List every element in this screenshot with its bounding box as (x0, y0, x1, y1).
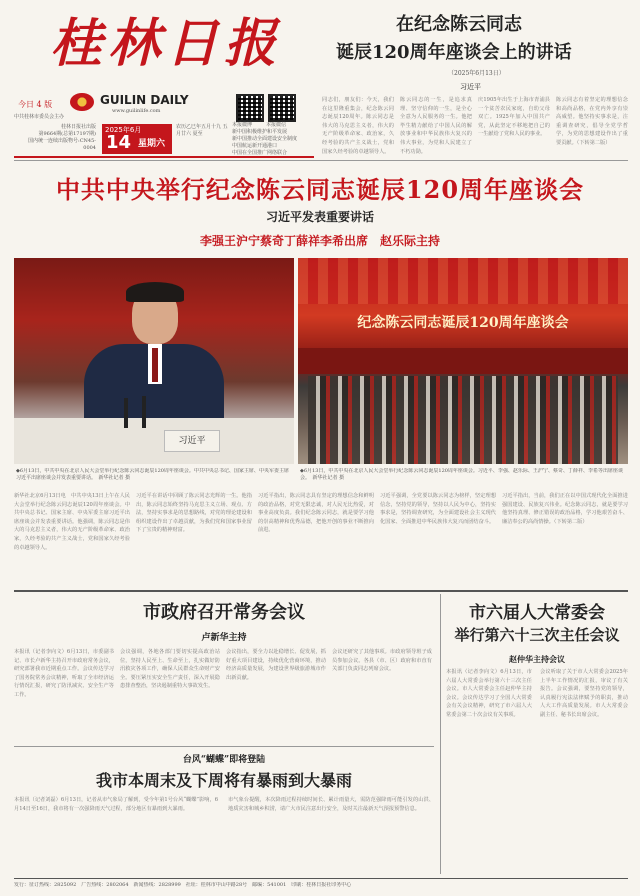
footer-rule (14, 878, 628, 879)
main-body-col-2: 习近平在讲话中回顾了陈云同志光辉的一生。他指出，陈云同志始终坚持马克思主义立场、观点、方法，坚持实事求是的思想路线，对党的理论建设和组织建设作出了卓越贡献，为我们党和国家事业留下了宝贵的精神财富。 (136, 493, 252, 534)
qr-label-2: 本报微信 (266, 122, 287, 128)
date-weekday: 星期六 (138, 139, 166, 149)
section-divider-middle (14, 590, 628, 592)
date-day: 14 (106, 132, 132, 153)
logo-text: GUILIN DAILY (100, 93, 189, 107)
top-article-title-2: 诞辰120周年座谈会上的讲话 (336, 42, 572, 63)
top-article-col-4: 陈云同志有着坚定的理想信念和高尚品格，在党内外享有崇高威望。他坚持实事求是，注重调查研究，倡导全党学哲学，为党的思想建设作出了重要贡献。（下转第二版） (556, 97, 628, 146)
lunar-date: 农历乙巳年五月十九 五月廿六 夏至 (176, 124, 228, 137)
index-list: 新中国积极维护和平发展 新中国推动全面建设安全制度 中国航运新开通港口 中国在全国推广网络联合 (232, 129, 298, 156)
qr-code-2[interactable] (268, 94, 296, 122)
newspaper-logo-mark (70, 93, 94, 111)
story4-kicker: 台风“蝴蝶”即将登陆 (182, 755, 266, 765)
top-article-col-3: 庆1905年出生于上海市青浦县一个贫苦农民家庭，自幼父母双亡。1925年加入中国共产党，从此坚定不移地把自己的一生献给了党和人民的事业。 (478, 97, 550, 138)
speaker-nameplate: 习近平 (164, 430, 220, 452)
masthead-rule (14, 156, 314, 158)
top-article-date: （2025年6月13日） (448, 70, 505, 77)
story4-divider (14, 746, 434, 747)
website[interactable]: www.guilinlife.com (112, 108, 161, 114)
top-article-author: 习近平 (460, 83, 481, 91)
top-article-col-1: 同志们，朋友们：今天，我们在这里隆重集会，纪念陈云同志诞辰120周年。陈云同志是伟大的马克思主义者，伟大的无产阶级革命家、政治家，久经考验的共产主义战士，党和国家久经考验的卓越领导人。 (322, 97, 394, 154)
main-body-col-1: 新华社北京6月13日电 中共中央13日上午在人民大会堂举行纪念陈云同志诞辰120周年座谈会。中共中央总书记、国家主席、中央军委主席习近平出席座谈会并发表重要讲话。他强调，陈云同志是伟大的马克思主义者，伟大的无产阶级革命家、政治家，久经考验的共产主义战士，党和国家久经考验的卓越领导人。 (14, 493, 130, 551)
qr-label-1: 本报微博 (232, 122, 253, 128)
date-box: 2025年6月 14 星期六 (102, 124, 172, 154)
address-block: 桂林日报社出版 第9664期(总第17197期) 国内统一连续出版物号:CN45-0004 (28, 124, 96, 151)
main-headline: 中共中央举行纪念陈云同志诞辰120周年座谈会 (55, 175, 585, 204)
photo-meeting-hall (298, 258, 628, 464)
story3-title-2: 举行第六十三次主任会议 (454, 626, 620, 644)
section-divider-top (14, 160, 628, 161)
caption-right: ◆6月13日，中共中央在北京人民大会堂举行纪念陈云同志诞辰120周年座谈会。习近平、李强、赵乐际、王沪宁、蔡奇、丁薛祥、李希等出席座谈会。 新华社记者 摄 (300, 468, 623, 481)
meeting-banner: 纪念陈云同志诞辰120周年座谈会 (357, 315, 569, 331)
story2-col-1: 本报讯（记者李向文）6月13日，市委副书记、市长卢新华主持召开市政府常务会议，研究部署我市近期重点工作。会议传达学习了国务院常务会议精神，听取了全市经济运行情况汇报，研究了防汛减灾、安全生产等工作。 (14, 649, 114, 698)
story4-title: 我市本周末及下周将有暴雨到大暴雨 (95, 771, 352, 790)
publisher-line: 中共桂林市委员会主办 (14, 114, 65, 120)
main-attendees: 李强王沪宁蔡奇丁薛祥李希出席 赵乐际主持 (199, 234, 440, 248)
footer-info: 发行：征订热线：2825092 广告热线：2802064 新闻热线：2828999 社址：桂林市中山中路28号 邮编：541001 印刷：桂林日报社印务中心 (14, 882, 352, 888)
story4-col-2: 市气象台提醒，本次降雨过程持续时间长、累计雨量大，需防范强降雨可能引发的山洪、地质灾害和城乡积涝，请广大市民注意出行安全，及时关注最新天气预报预警信息。 (228, 797, 434, 812)
masthead-title: 桂林日报 (50, 13, 283, 74)
top-article-col-2: 陈云同志的一生，是追求真理、坚守信仰的一生，是全心全意为人民服务的一生。他把毕生精力献给了中国人民的解放事业和中华民族伟大复兴的伟大事业，为党和人民建立了不朽功勋。 (400, 97, 472, 154)
story3-title-1: 市六届人大常委会 (469, 603, 605, 623)
story3-byline: 赵仲华主持会议 (509, 654, 565, 664)
photo-speaker (14, 258, 294, 464)
story2-col-3: 会议指出，要全力以赴稳增长、促发展，抓好重大项目建设，持续优化营商环境，推动经济高质量发展，为建设世界级旅游城市作出新贡献。 (226, 649, 326, 681)
story2-byline: 卢新华主持 (201, 633, 247, 643)
main-body-col-4: 习近平强调，全党要以陈云同志为榜样，坚定理想信念，坚持党的领导，坚持以人民为中心，坚持实事求是，坚持调查研究，为全面建设社会主义现代化国家、全面推进中华民族伟大复兴而团结奋斗。 (380, 493, 496, 525)
story2-col-4: 会议还研究了其他事项。市政府领导班子成员参加会议。各县（市、区）政府和市直有关部门负责同志列席会议。 (332, 649, 432, 673)
qr-code-1[interactable] (236, 94, 264, 122)
story2-col-2: 会议强调，各地各部门要切实提高政治站位，坚持人民至上、生命至上，扎实做好防汛救灾各项工作，确保人民群众生命财产安全。要压紧压实安全生产责任，深入开展隐患排查整治，坚决遏制重特大事故发生。 (120, 649, 220, 690)
story3-col-2: 会议听取了关于市人大常委会2025年上半年工作情况的汇报，审议了有关报告。会议强调，要坚持党的领导，认真履行宪法法律赋予的职责，推动人大工作高质量发展。市人大常委会副主任、秘书长出席会议。 (540, 669, 628, 718)
story4-col-1: 本报讯（记者刘磊）6月13日，记者从市气象局了解到，受今年第1号台风“蝴蝶”影响，6月14日至16日，我市将有一次强降雨天气过程，部分地区有暴雨到大暴雨。 (14, 797, 218, 812)
story2-title: 市政府召开常务会议 (143, 602, 305, 623)
story3-col-1: 本报讯（记者李向文）6月13日，市六届人大常委会举行第六十三次主任会议。市人大常委会主任赵仲华主持会议。会议传达学习了全国人大常委会有关会议精神，研究了市六届人大常委会第二十次会议有关事项。 (446, 669, 532, 718)
main-subtitle: 习近平发表重要讲话 (265, 210, 374, 224)
edition-badge: 今日 4 版 (18, 100, 53, 109)
main-body-col-3: 习近平指出，陈云同志具有坚定的理想信念和鲜明的政治品格，对党无限忠诚，对人民无比热爱，对事业高度负责。我们纪念陈云同志，就是要学习他的崇高精神和优秀品德，把他开创的事业不断推向前进。 (258, 493, 374, 534)
vertical-divider (440, 594, 441, 874)
caption-left: ◆6月13日，中共中央在北京人民大会堂举行纪念陈云同志诞辰120周年座谈会。中共中央总书记、国家主席、中央军委主席习近平出席座谈会并发表重要讲话。 新华社记者 摄 (16, 468, 289, 481)
top-article-title-1: 在纪念陈云同志 (396, 14, 522, 35)
main-body-col-5: 习近平指出，当前，我们正在以中国式现代化全面推进强国建设、民族复兴伟业。纪念陈云同志，就是要学习他坚持真理、修正错误的政治品格，学习他艰苦奋斗、廉洁奉公的高尚情操。（下转第二版） (502, 493, 628, 525)
